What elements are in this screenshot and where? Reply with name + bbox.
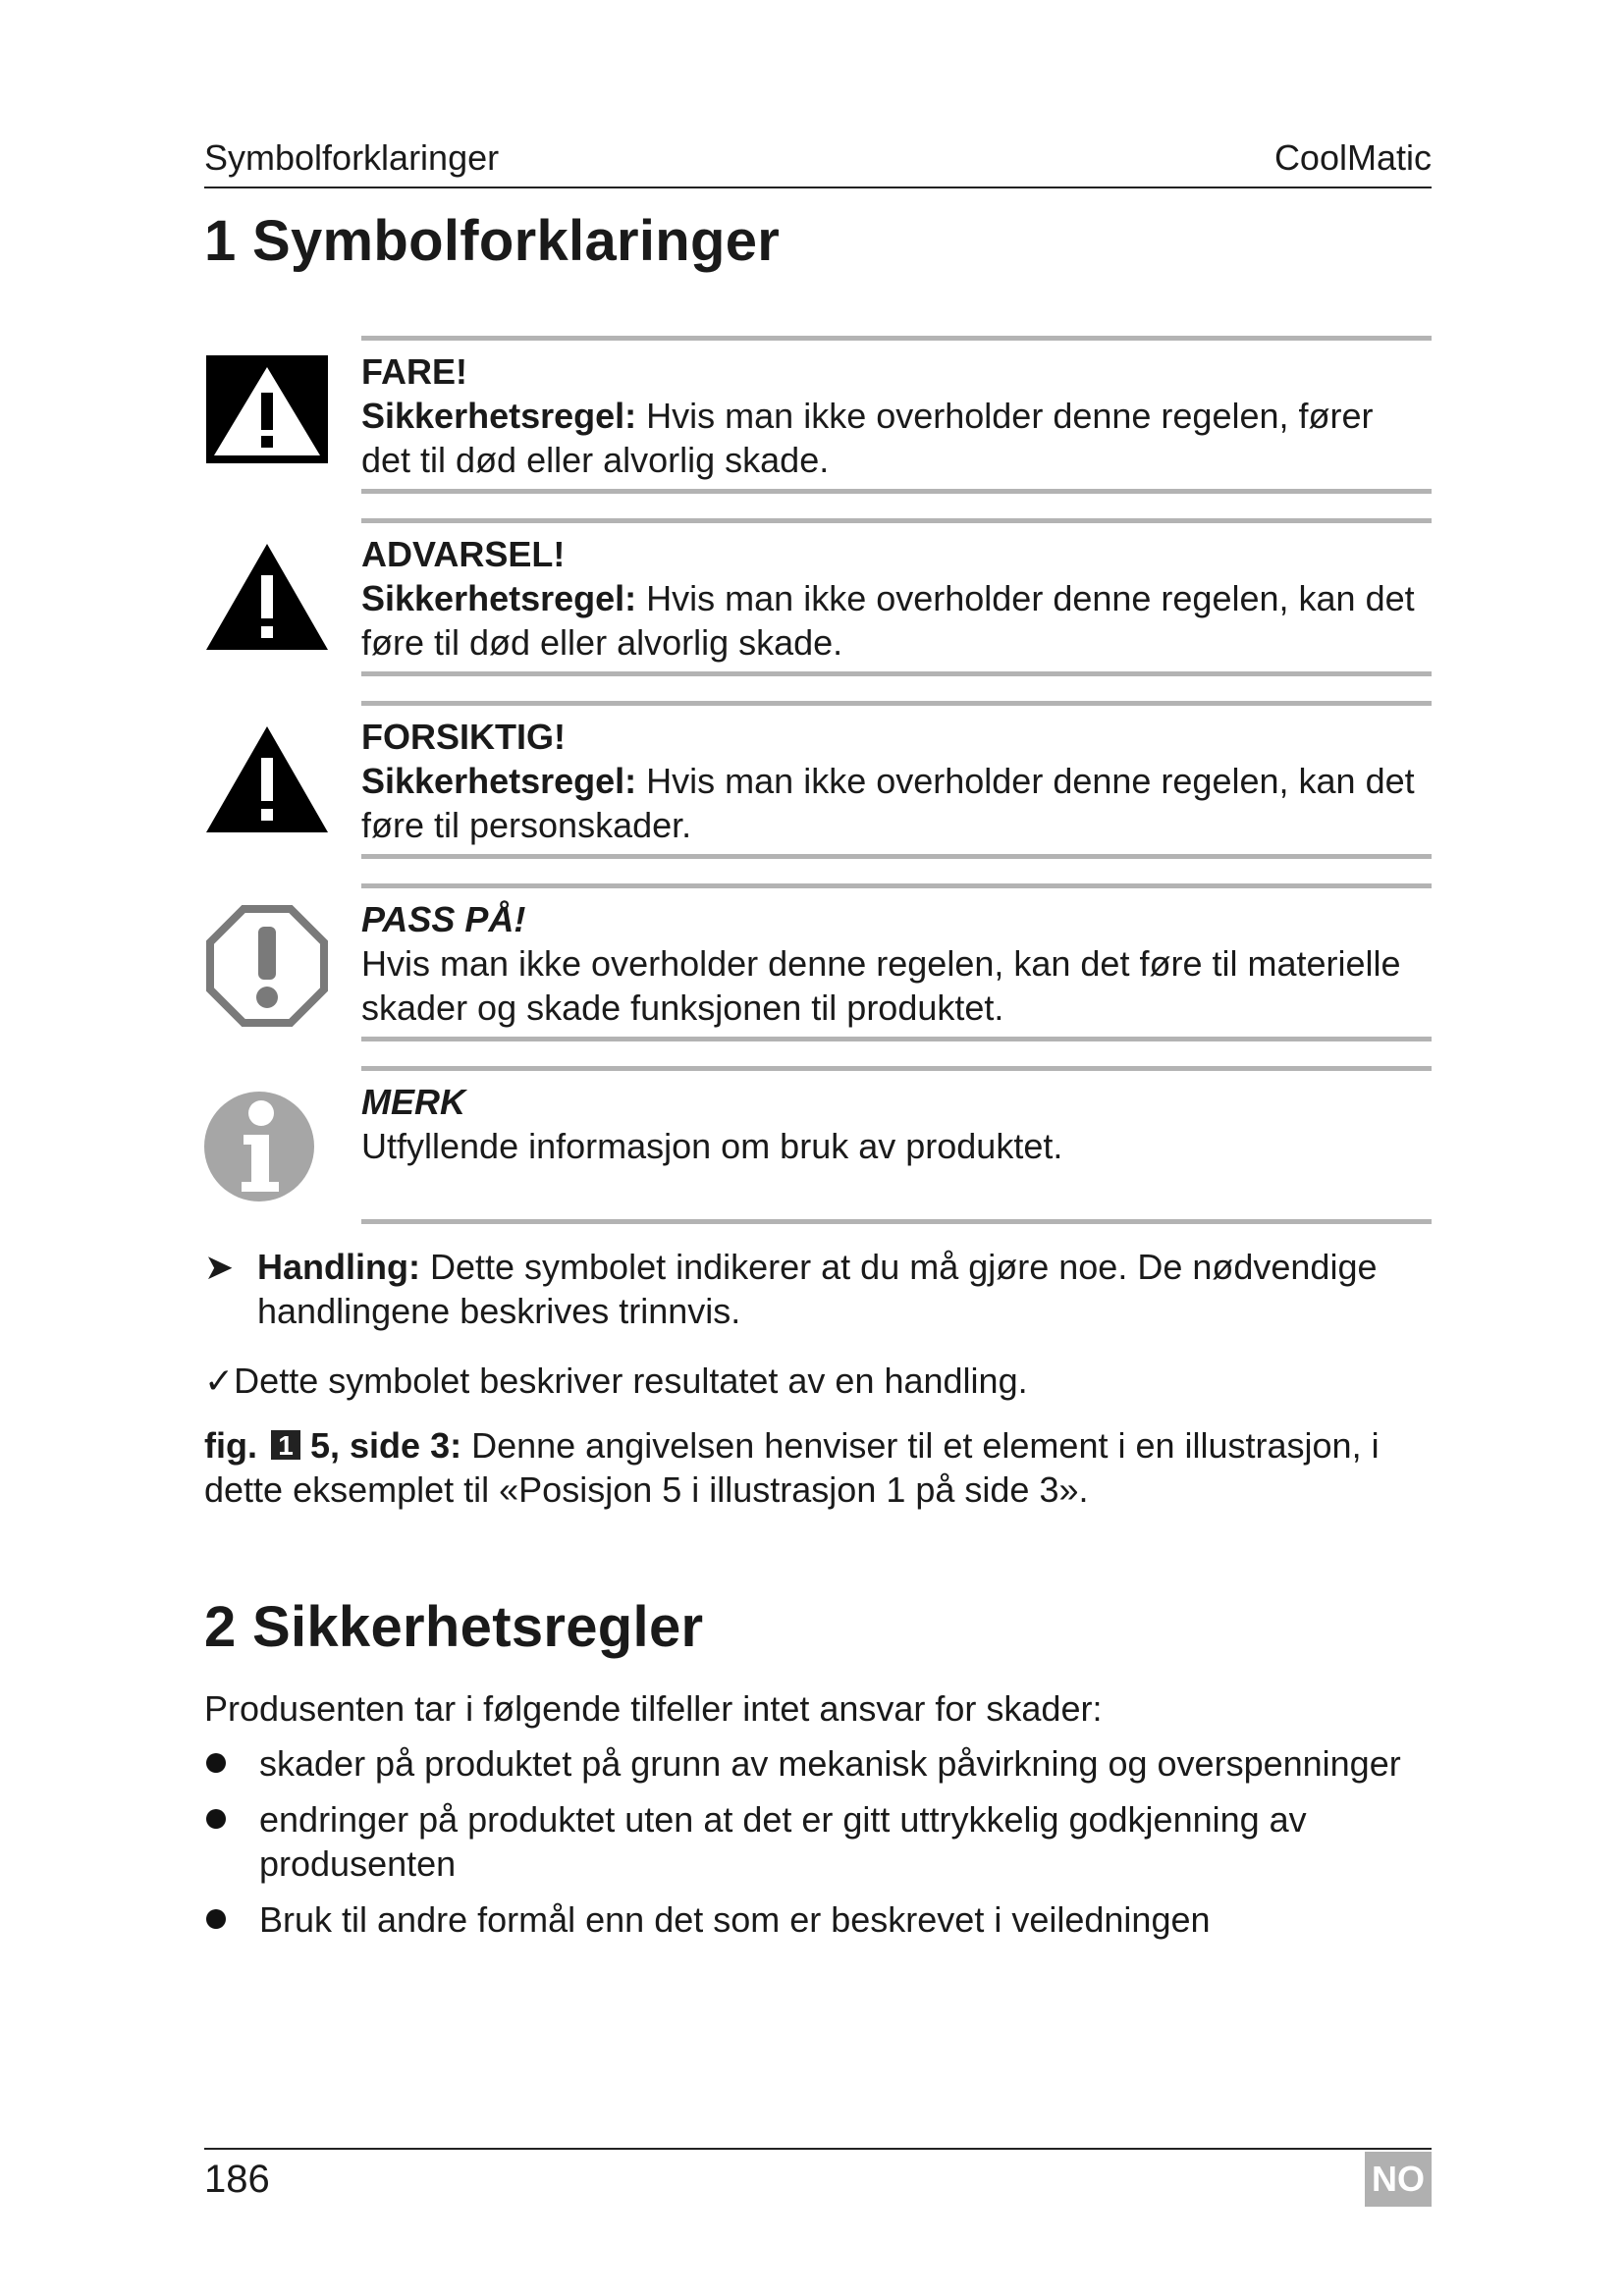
notice-text: Hvis man ikke overholder denne regelen, kan det føre til død eller alvorlig skade. [361,578,1415,663]
notice-signal-word: PASS PÅ! [361,899,526,939]
action-label: Handling: [257,1247,420,1287]
figure-reference [204,1423,1432,1512]
notice-label: Sikkerhetsregel: [361,396,637,436]
bullet-icon [206,1753,226,1773]
caution-triangle-icon [204,719,330,844]
notice-info [204,1062,1432,1229]
info-icon [204,1084,330,1209]
notice-signal-word: MERK [361,1082,465,1122]
notice-signal-word: ADVARSEL! [361,534,566,574]
notice-text: Hvis man ikke overholder denne regelen, kan det føre til personskader. [361,761,1415,845]
danger-warning-icon [204,353,330,479]
notice-caution [204,697,1432,864]
bullet-icon [206,1909,226,1929]
page-header [204,137,1432,188]
warning-triangle-icon [204,536,330,662]
notice-signal-word: FARE! [361,351,467,392]
figure-number-box: 1 [271,1430,300,1460]
result-text: Dette symbolet beskriver resultatet av en handling. [234,1361,1028,1401]
action-step [204,1245,1432,1333]
notice-octagon-icon [204,903,330,1029]
section-1-heading: 1 Symbolforklaringer [204,209,781,273]
list-item [204,1897,1441,1942]
document-page [204,0,1432,2296]
list-item-text: skader på produktet på grunn av mekanisk påvirkning og overspenninger [259,1743,1401,1784]
footer-divider [204,2148,1432,2150]
notice-text: Hvis man ikke overholder denne regelen, kan det føre til materielle skader og skade funksjonen til produktet. [361,943,1401,1028]
notice-text: Hvis man ikke overholder denne regelen, fører det til død eller alvorlig skade. [361,396,1374,480]
list-item-text: endringer på produktet uten at det er gitt uttrykkelig godkjenning av produsenten [259,1799,1307,1884]
action-text: Dette symbolet indikerer at du må gjøre noe. De nødvendige handlingene beskrives trinnvis. [257,1247,1378,1331]
notice-warning [204,514,1432,681]
list-item [204,1741,1441,1786]
notice-label: Sikkerhetsregel: [361,761,637,801]
list-item-text: Bruk til andre formål enn det som er beskrevet i veiledningen [259,1899,1211,1940]
header-section-title: Symbolforklaringer [204,137,500,178]
result-line [204,1359,1432,1403]
notice-text: Utfyllende informasjon om bruk av produktet. [361,1126,1063,1166]
header-product-name: CoolMatic [1273,137,1432,178]
bullet-icon [206,1809,226,1829]
page-number: 186 [204,2158,270,2201]
notice-attention [204,880,1432,1046]
notice-signal-word: FORSIKTIG! [361,717,566,757]
liability-list [204,1741,1441,1953]
language-tab: NO [1365,2152,1432,2207]
notice-danger [204,332,1432,499]
checkmark-icon: ✓ [204,1361,235,1401]
section-2-intro: Produsenten tar i følgende tilfeller intet ansvar for skader: [204,1688,1103,1729]
list-item [204,1797,1441,1886]
action-arrow-icon: ➤ [204,1247,235,1287]
fig-prefix: fig. [204,1425,257,1466]
fig-text: Denne angivelsen henviser til et element i en illustrasjon, i dette eksemplet til «Posisjon 5 i illustrasjon 1 på side 3». [204,1425,1380,1510]
fig-position: 5, side 3: [310,1425,462,1466]
notice-label: Sikkerhetsregel: [361,578,637,618]
section-2-heading: 2 Sikkerhetsregler [204,1595,704,1659]
